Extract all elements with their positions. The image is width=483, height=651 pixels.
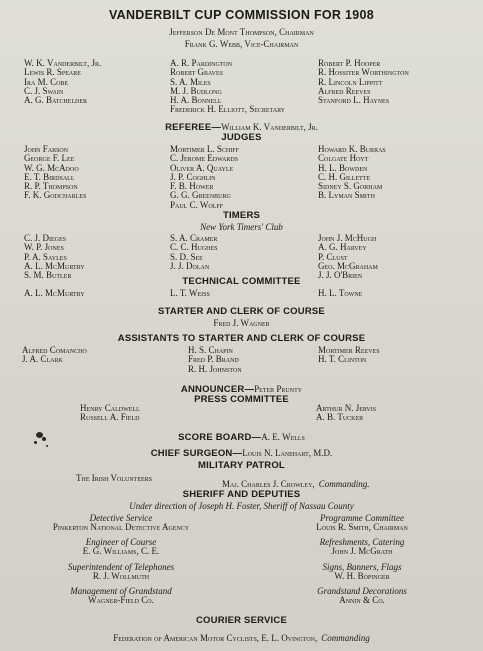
judges-col-1 xyxy=(24,145,86,201)
sheriff-heading: SHERIFF AND DEPUTIES xyxy=(182,489,301,500)
technical-member: L. T. Weiss xyxy=(170,288,210,298)
timer: John J. McHugh xyxy=(318,233,377,243)
judge: Sidney S. Gorham xyxy=(318,181,383,192)
member: W. K. Vanderbilt, Jr. xyxy=(24,58,102,68)
chief-surgeon-line xyxy=(0,443,483,461)
press-member: A. B. Tucker xyxy=(316,412,364,423)
referee-name: William K. Vanderbilt, Jr. xyxy=(221,122,318,132)
timers-col-3 xyxy=(318,234,378,280)
judge: R. P. Thompson xyxy=(24,181,78,192)
timers-heading: TIMERS xyxy=(222,210,261,221)
duty-role: Signs, Banners, Flags xyxy=(322,561,402,572)
starter-heading: STARTER AND CLERK OF COURSE xyxy=(158,306,325,317)
judge: Howard K. Burras xyxy=(318,144,386,154)
technical-heading: TECHNICAL COMMITTEE xyxy=(182,276,301,287)
judge: George F. Lee xyxy=(24,153,75,164)
judge: H. L. Bowden xyxy=(318,162,368,173)
duty-name: Pinkerton National Detective Agency xyxy=(52,522,190,532)
timers-col-1 xyxy=(24,234,85,280)
duty-name: Louis R. Smith, Chairman xyxy=(316,522,408,532)
timer: C. J. Dieges xyxy=(24,233,67,243)
referee-label: REFEREE— xyxy=(165,122,222,133)
duty-name: John J. McGrath xyxy=(331,546,393,557)
assistant: Mortimer Reeves xyxy=(318,345,380,355)
announcer-name: Peter Prunty xyxy=(254,384,303,394)
courier-text: Federation of American Motor Cyclists, E. L. Ovington, xyxy=(113,633,318,643)
timer: P. Clust xyxy=(318,251,348,262)
timer: Geo. McGraham xyxy=(318,260,378,271)
duty-role: Programme Committee xyxy=(320,513,404,523)
military-heading: MILITARY PATROL xyxy=(198,460,285,471)
assistants-heading: ASSISTANTS TO STARTER AND CLERK OF COURSE xyxy=(117,333,366,344)
judge: John Farson xyxy=(24,144,69,154)
judge: Mortimer L. Schiff xyxy=(170,144,239,154)
sheriff-right xyxy=(262,513,462,605)
duty-role: Refreshments, Catering xyxy=(319,537,405,548)
duty-name: E. G. Williams, C. E. xyxy=(82,546,160,557)
assistant: J. A. Clark xyxy=(22,354,63,365)
duty-role: Grandstand Decorations xyxy=(317,585,407,596)
judge: Colgate Hoyt xyxy=(318,153,369,164)
member: Ira M. Cobe xyxy=(24,76,69,87)
duty-role: Management of Grandstand xyxy=(70,585,172,596)
duty-role: Detective Service xyxy=(89,513,153,523)
timer: A. G. Harvey xyxy=(318,242,367,253)
press-heading: PRESS COMMITTEE xyxy=(194,394,289,405)
timer: S. D. See xyxy=(170,251,203,262)
duty-role: Engineer of Course xyxy=(85,537,157,548)
technical-member: H. L. Towne xyxy=(318,288,363,298)
member: Stanford L. Haynes xyxy=(318,95,390,106)
military-commander: Maj. Charles J. Crowley, xyxy=(222,479,315,489)
member: C. J. Swain xyxy=(24,85,64,96)
member: Lewis R. Speare xyxy=(24,67,81,78)
timer: S. M. Butler xyxy=(24,270,72,281)
press-col-3 xyxy=(316,404,376,423)
timer: C. C. Hughes xyxy=(170,242,218,253)
judge: Paul C. Wolff xyxy=(170,199,224,210)
member: A. R. Pardington xyxy=(170,58,233,68)
timer: J. J. Dolan xyxy=(170,260,210,271)
secretary: Frederick H. Elliott, Secretary xyxy=(170,104,286,114)
score-board-label: SCORE BOARD— xyxy=(178,432,262,443)
timer: A. L. McMurtry xyxy=(24,260,85,271)
duty-name: W. H. Bopinger xyxy=(334,570,390,581)
member: R. Hossiter Worthington xyxy=(318,67,409,78)
member: H. A. Bonnell xyxy=(170,95,222,106)
chief-surgeon-name: Louis N. Lanehart, M.D. xyxy=(242,448,333,458)
judge: W. G. McAdoo xyxy=(24,162,79,173)
assistant: H. S. Chapin xyxy=(188,345,233,355)
judges-col-3 xyxy=(318,145,386,201)
starter-name: Fred J. Wagner xyxy=(213,318,270,328)
judge: B. Lyman Smith xyxy=(318,190,375,201)
timers-col-2 xyxy=(170,234,218,271)
member: S. A. Miles xyxy=(170,76,211,87)
assistants-col-2 xyxy=(188,346,242,374)
assistant: H. T. Clinton xyxy=(318,354,367,365)
member: Alfred Reeves xyxy=(318,85,371,96)
courier-line xyxy=(0,628,483,646)
judge: C. Jerome Edwards xyxy=(170,153,239,164)
courier-heading: COURIER SERVICE xyxy=(196,615,287,626)
duty-name: Annin & Co. xyxy=(339,594,385,605)
military-left: The Irish Volunteers xyxy=(76,473,152,483)
judges-heading: JUDGES xyxy=(221,132,262,143)
press-member: Henry Caldwell xyxy=(80,403,140,413)
assistants-col-1 xyxy=(22,346,87,365)
military-role: Commanding. xyxy=(318,479,370,489)
vice-chairman: Frank G. Webb, Vice-Chairman xyxy=(184,39,299,49)
member: A. G. Batchelder xyxy=(24,95,87,106)
commission-col-3 xyxy=(318,59,409,105)
press-member: Russell A. Field xyxy=(80,412,140,423)
announcer-label: ANNOUNCER— xyxy=(180,384,255,395)
technical-member: A. L. McMurtry xyxy=(24,288,85,298)
timer: S. A. Cramer xyxy=(170,233,218,243)
judge: F. K. Godcharles xyxy=(24,190,87,201)
member: M. J. Budlong xyxy=(170,85,222,96)
commission-col-2 xyxy=(170,59,232,105)
press-member: Arthur N. Jervis xyxy=(316,403,377,413)
duty-name: Wagner-Field Co. xyxy=(88,594,154,605)
judge: Oliver A. Quayle xyxy=(170,162,234,173)
timers-subheading: New York Timers' Club xyxy=(200,222,283,232)
assistant: Alfred Comancho xyxy=(22,345,87,355)
judge: E. T. Birdsall xyxy=(24,171,75,182)
commission-col-1 xyxy=(24,59,101,105)
duty-role: Superintendent of Telephones xyxy=(67,561,175,572)
timer: W. P. Jones xyxy=(24,242,64,253)
assistants-col-3 xyxy=(318,346,380,365)
sheriff-left xyxy=(0,513,242,605)
page-title: VANDERBILT CUP COMMISSION FOR 1908 xyxy=(108,8,375,22)
member: Robert Graves xyxy=(170,67,223,78)
courier-role: Commanding xyxy=(321,633,370,643)
assistant: Fred P. Brand xyxy=(188,354,239,365)
timer: P. A. Sayles xyxy=(24,251,67,262)
judge: C. H. Gillette xyxy=(318,171,370,182)
chief-surgeon-label: CHIEF SURGEON— xyxy=(150,448,243,459)
duty-name: R. J. Wollmuth xyxy=(92,570,150,581)
judge: F. B. Hower xyxy=(170,181,214,192)
judges-col-2 xyxy=(170,145,239,210)
chairman: Jefferson De Mont Thompson, Chairman xyxy=(169,27,314,37)
judge: G. G. Greenburg xyxy=(170,190,231,201)
timer: J. J. O'Brien xyxy=(318,270,363,281)
score-board-name: A. E. Wells xyxy=(261,432,305,442)
member: R. Lincoln Lippitt xyxy=(318,76,383,87)
member: Robert P. Hooper xyxy=(318,58,381,68)
sheriff-direction: Under direction of Joseph H. Foster, Sheriff of Nassau County xyxy=(129,501,354,511)
press-col-1 xyxy=(80,404,140,423)
assistant: R. H. Johnston xyxy=(188,363,242,374)
judge: J. P. Coghlin xyxy=(170,171,216,182)
